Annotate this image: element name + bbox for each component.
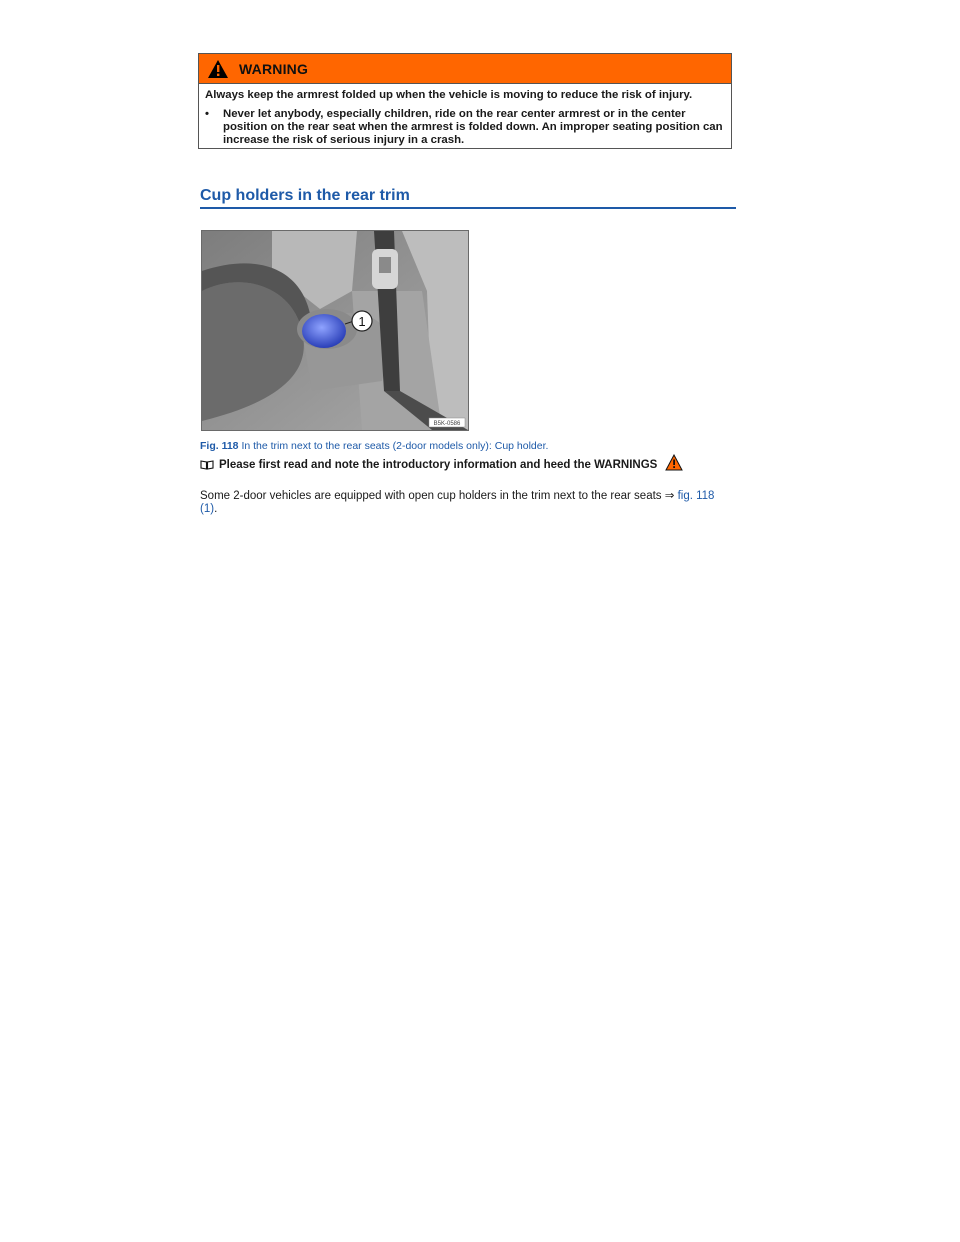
warning-body — [199, 84, 731, 147]
warning-triangle-icon — [665, 454, 683, 471]
figure-link[interactable]: fig. 118 — [677, 490, 715, 502]
image-code: B5K-0586 — [433, 421, 461, 427]
item-link[interactable]: (1) — [200, 503, 215, 515]
book-icon — [200, 460, 214, 470]
instruction-line — [200, 458, 683, 471]
warning-bullet-text: Never let anybody, especially children, ride on the rear center armrest or in the center position on the rear seat when the armrest is folded down. An improper seating position can increase the risk of serious injury in a crash. — [223, 108, 723, 146]
figure-118 — [201, 230, 469, 431]
warning-line: Always keep the armrest folded up when the vehicle is moving to reduce the risk of injury. — [205, 89, 693, 101]
figure-caption — [200, 440, 548, 452]
body-text-end: . — [214, 503, 218, 515]
body-paragraph — [200, 490, 740, 516]
warning-box — [198, 53, 732, 149]
figure-label: Fig. 118 — [200, 440, 239, 452]
warning-title: WARNING — [239, 60, 309, 77]
bullet: • — [205, 108, 209, 120]
warning-header — [199, 54, 731, 84]
section-title: Cup holders in the rear trim — [200, 187, 736, 209]
warning-triangle-icon — [207, 59, 229, 79]
cup-holder-illustration — [202, 231, 468, 430]
instruction-text: Please first read and note the introductory information and heed the WARNINGS — [219, 458, 658, 471]
figure-callout-1: 1 — [358, 314, 366, 329]
body-text: Some 2-door vehicles are equipped with open cup holders in the trim next to the rear seats ⇒ — [200, 490, 678, 502]
figure-caption-text: In the trim next to the rear seats (2-door models only): Cup holder. — [241, 440, 549, 452]
warning-bullet-row — [205, 108, 725, 147]
